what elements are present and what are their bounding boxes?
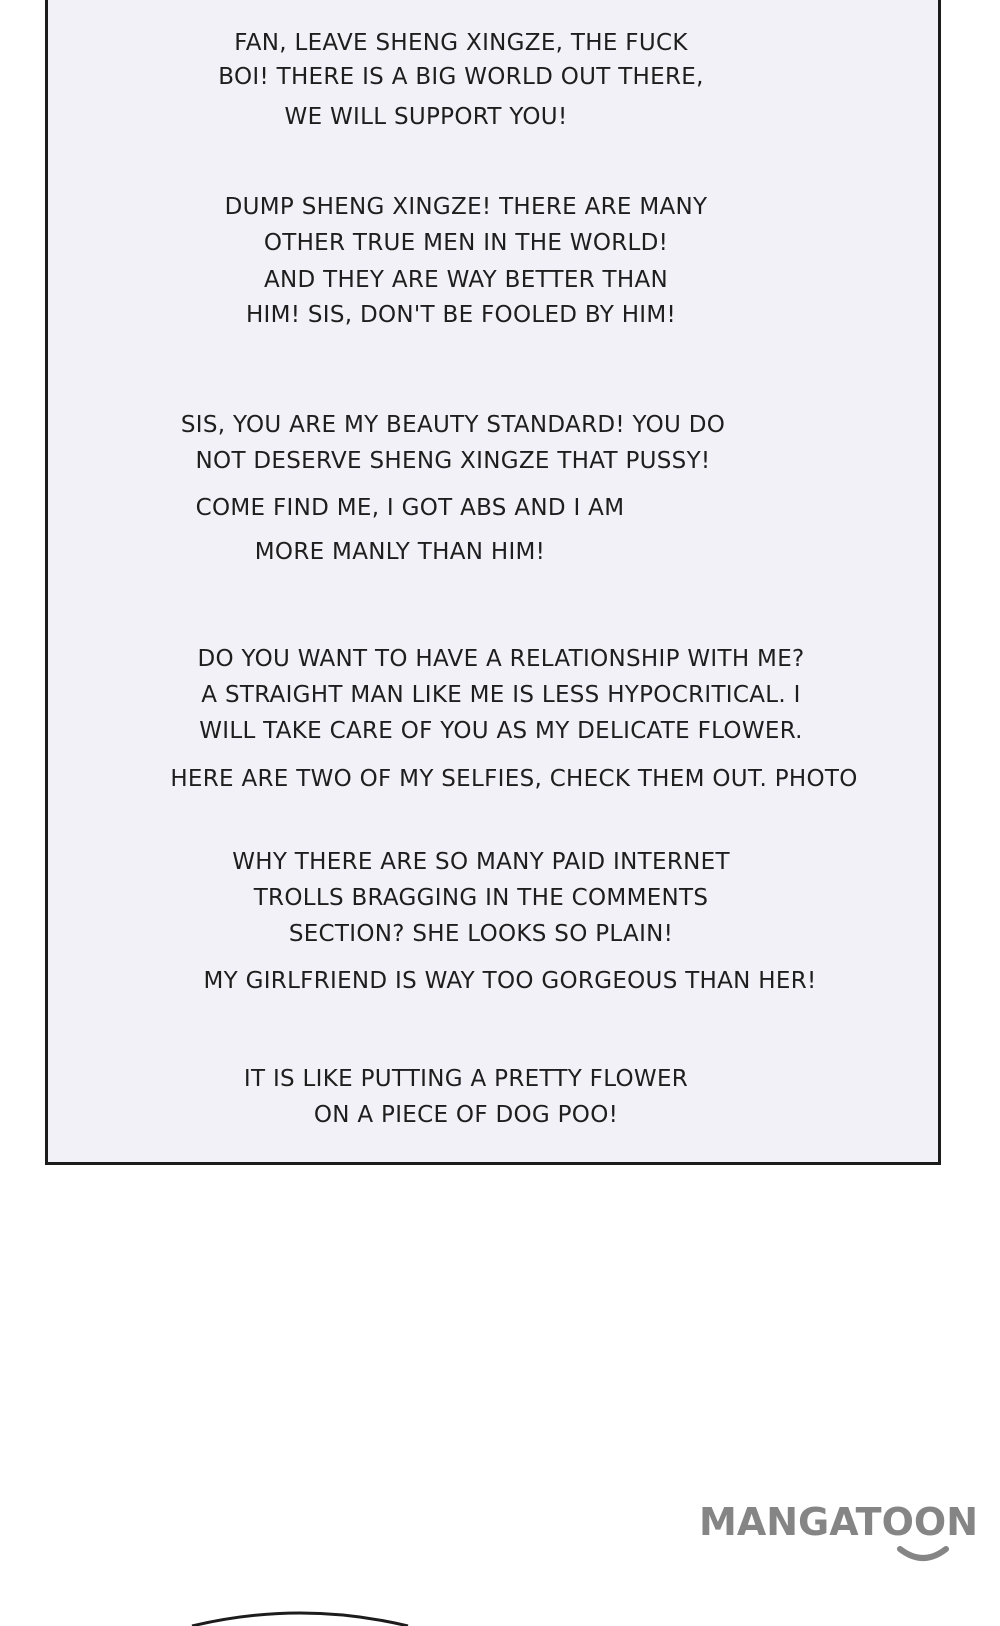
comment-line: BOI! THERE IS A BIG WORLD OUT THERE, <box>218 64 704 90</box>
comment-line: ON A PIECE OF DOG POO! <box>313 1102 619 1128</box>
comment-line: MORE MANLY THAN HIM! <box>254 539 546 565</box>
comment-line: SIS, YOU ARE MY BEAUTY STANDARD! YOU DO <box>180 412 726 438</box>
comment-line: WE WILL SUPPORT YOU! <box>284 104 568 130</box>
comment-line: HERE ARE TWO OF MY SELFIES, CHECK THEM OUT. PHOTO <box>170 766 858 792</box>
comment-line: MY GIRLFRIEND IS WAY TOO GORGEOUS THAN HER! <box>203 968 817 994</box>
comment-line: HIM! SIS, DON'T BE FOOLED BY HIM! <box>245 302 677 328</box>
comment-line: WILL TAKE CARE OF YOU AS MY DELICATE FLOWER. <box>199 718 803 744</box>
comment-line: DUMP SHENG XINGZE! THERE ARE MANY <box>224 194 708 220</box>
comment-line: IT IS LIKE PUTTING A PRETTY FLOWER <box>243 1066 689 1092</box>
comment-line: NOT DESERVE SHENG XINGZE THAT PUSSY! <box>195 448 711 474</box>
comment-line: SECTION? SHE LOOKS SO PLAIN! <box>288 921 674 947</box>
smile-icon <box>888 1545 958 1565</box>
comment-line: WHY THERE ARE SO MANY PAID INTERNET <box>232 849 730 875</box>
comment-line: DO YOU WANT TO HAVE A RELATIONSHIP WITH ME? <box>197 646 805 672</box>
mangatoon-watermark: MANGATOON <box>699 1500 979 1544</box>
comment-line: OTHER TRUE MEN IN THE WORLD! <box>263 230 669 256</box>
comment-panel <box>45 0 941 1165</box>
comment-line: AND THEY ARE WAY BETTER THAN <box>263 267 669 293</box>
speech-bubble-edge <box>190 1606 410 1626</box>
comment-line: A STRAIGHT MAN LIKE ME IS LESS HYPOCRITICAL. I <box>201 682 801 708</box>
comment-line: COME FIND ME, I GOT ABS AND I AM <box>195 495 625 521</box>
comment-line: FAN, LEAVE SHENG XINGZE, THE FUCK <box>234 30 688 56</box>
comment-line: TROLLS BRAGGING IN THE COMMENTS <box>253 885 709 911</box>
